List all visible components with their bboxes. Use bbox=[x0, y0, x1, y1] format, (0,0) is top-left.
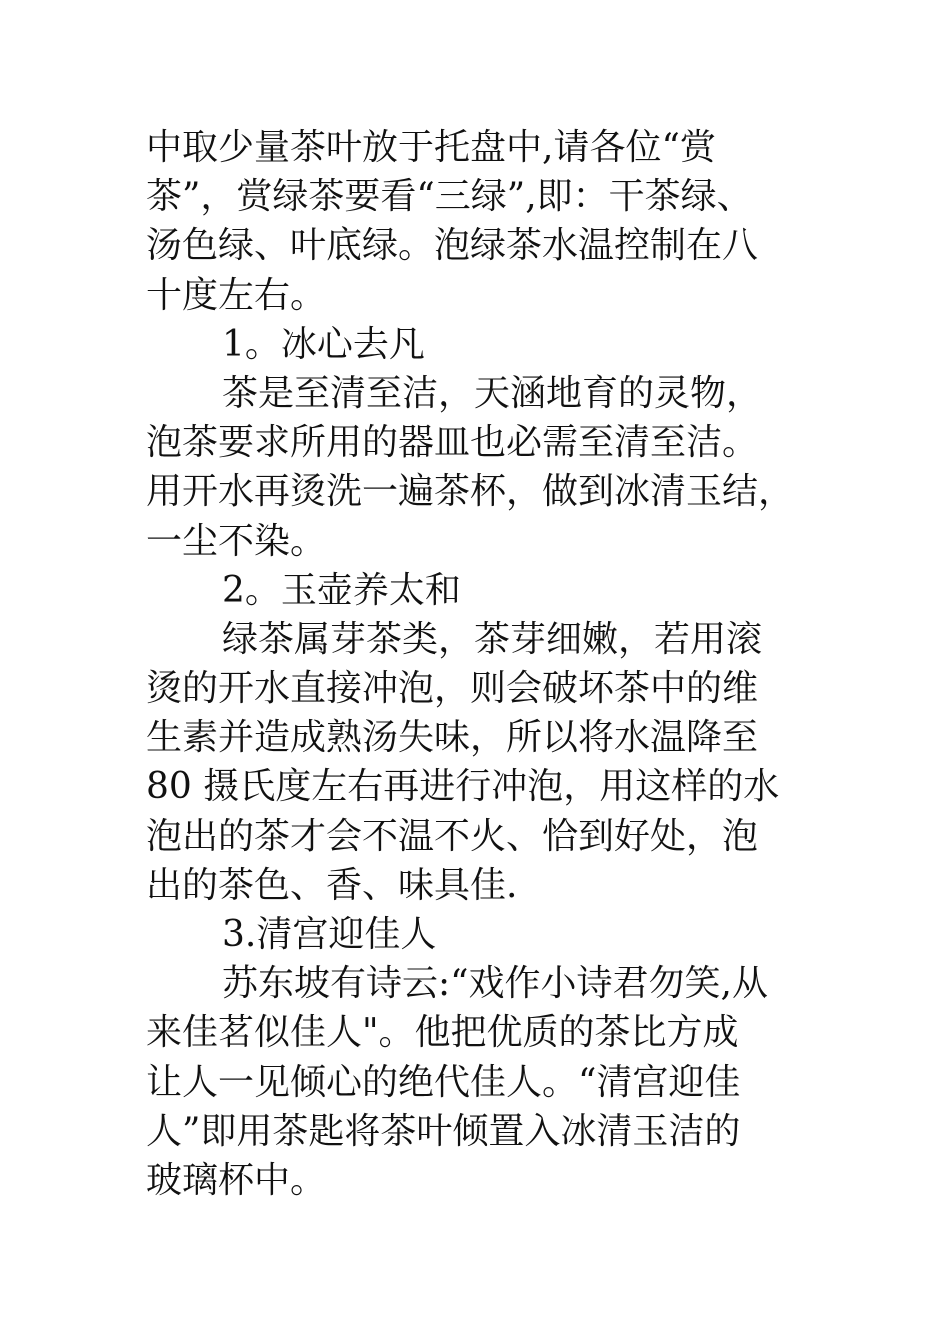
text-line: 人”即用茶匙将茶叶倾置入冰清玉洁的 bbox=[146, 1110, 741, 1152]
text-line: 泡茶要求所用的器皿也必需至清至洁。 bbox=[146, 422, 759, 464]
paragraph-start-line: 1。冰心去凡 bbox=[222, 323, 425, 365]
paragraph-start-line: 茶是至清至洁，天涵地育的灵物， bbox=[222, 372, 763, 414]
text-line: 玻璃杯中。 bbox=[146, 1159, 327, 1201]
text-line: 十度左右。 bbox=[146, 274, 327, 316]
text-line: 让人一见倾心的绝代佳人。“清宫迎佳 bbox=[146, 1061, 741, 1103]
text-line: 生素并造成熟汤失味，所以将水温降至 bbox=[146, 717, 759, 759]
paragraph-start-line: 3.清宫迎佳人 bbox=[222, 914, 437, 955]
text-line: 烫的开水直接冲泡，则会破坏茶中的维 bbox=[146, 668, 759, 710]
text-line: 出的茶色、香、味具佳. bbox=[146, 864, 518, 906]
text-line: 用开水再烫洗一遍茶杯，做到冰清玉结， bbox=[146, 471, 795, 513]
text-line: 来佳茗似佳人"。他把优质的茶比方成 bbox=[146, 1012, 739, 1054]
text-line: 中取少量茶叶放于托盘中,请各位“赏 bbox=[146, 127, 716, 168]
text-line: 一尘不染。 bbox=[146, 520, 327, 562]
text-line: 茶”，赏绿茶要看“三绿”,即：干茶绿、 bbox=[146, 176, 753, 218]
text-line: 泡出的茶才会不温不火、恰到好处，泡 bbox=[146, 815, 759, 857]
text-line: 80 摄氏度左右再进行冲泡，用这样的水 bbox=[146, 766, 780, 808]
paragraph-start-line: 苏东坡有诗云:“戏作小诗君勿笑,从 bbox=[222, 963, 768, 1005]
text-line: 汤色绿、叶底绿。泡绿茶水温控制在八 bbox=[146, 225, 759, 267]
body-text bbox=[146, 123, 826, 1205]
paragraph-start-line: 2。玉壶养太和 bbox=[222, 569, 461, 611]
paragraph-start-line: 绿茶属芽茶类，茶芽细嫩，若用滚 bbox=[222, 618, 763, 660]
